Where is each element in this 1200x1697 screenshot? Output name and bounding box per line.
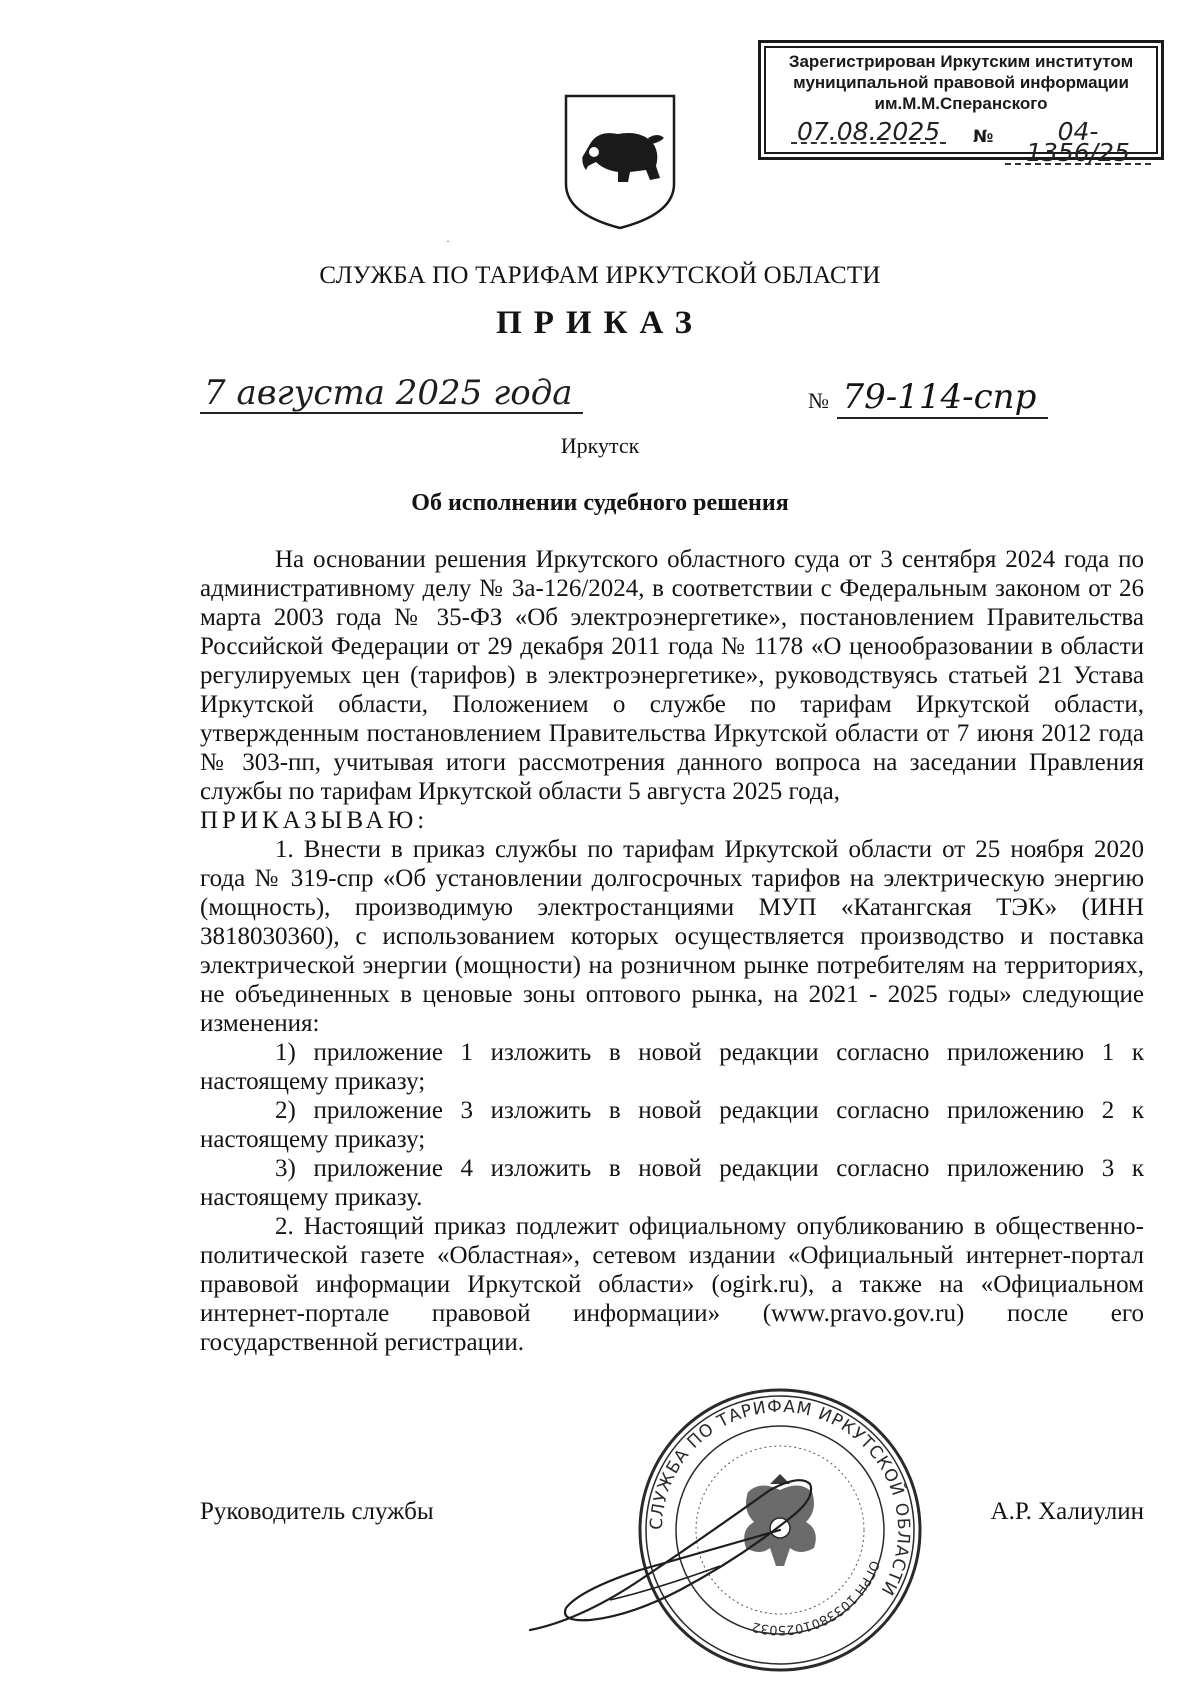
order-number-label: № (808, 388, 829, 413)
registration-stamp-line1: Зарегистрирован Иркутским институтом (788, 52, 1134, 71)
order-body (200, 545, 1144, 1357)
signer-name: А.Р. Халиулин (990, 1498, 1144, 1525)
subitem-1-paragraph: 1) приложение 1 изложить в новой редакции согласно приложению 1 к настоящему приказу; (200, 1039, 1144, 1095)
registration-number-label: № (973, 127, 994, 147)
organization-title: СЛУЖБА ПО ТАРИФАМ ИРКУТСКОЙ ОБЛАСТИ (319, 262, 881, 289)
seal-ogrn: ОГРН 1033801025032 (750, 1558, 882, 1638)
subitem-2-paragraph: 2) приложение 3 изложить в новой редакции согласно приложению 2 к настоящему приказу; (200, 1097, 1144, 1153)
order-subject: Об исполнении судебного решения (411, 490, 789, 516)
registration-stamp-fill-row (775, 117, 1151, 167)
directive: ПРИКАЗЫВАЮ: (200, 807, 429, 834)
order-number-handwritten: 79-114-спр (837, 377, 1049, 419)
registration-date-handwritten: 07.08.2025 (791, 121, 946, 144)
registration-stamp-line3: им.М.М.Сперанского (874, 94, 1048, 113)
seal-ring-text: СЛУЖБА ПО ТАРИФАМ ИРКУТСКОЙ ОБЛАСТИ (646, 1396, 914, 1600)
scan-mark: · (446, 234, 450, 248)
registration-number-handwritten: 04-1356/25 (1005, 121, 1151, 165)
item-1-paragraph: 1. Внести в приказ службы по тарифам Иркутской области от 25 ноября 2020 года № 319-спр «Об установлении долгосрочных тарифов на электрическую энергию (мощность), производимую электростанциями МУП «Катангская ТЭК» (ИНН 3818030360), с использованием которых осуществляется производство и поставка электрической энергии (мощности) на розничном рынке потребителям на территориях, не объединенных в ценовые зоны оптового рынка, на 2021 - 2025 годы» следующие изменения: (200, 836, 1144, 1037)
handwritten-signature (520, 1470, 840, 1640)
document-type: ПРИКАЗ (496, 305, 704, 341)
preamble-paragraph: На основании решения Иркутского областного суда от 3 сентября 2024 года по административному делу № 3а-126/2024, в соответствии с Федеральным законом от 26 марта 2003 года № 35-ФЗ «Об электроэнергетике», постановлением Правительства Российской Федерации от 29 декабря 2011 года № 1178 «О ценообразовании в области регулируемых цен (тарифов) в электроэнергетике», руководствуясь статьей 21 Устава Иркутской области, Положением о службе по тарифам Иркутской области, утвержденным постановлением Правительства Иркутской области от 7 июня 2012 года № 303-пп, учитывая итоги рассмотрения данного вопроса на заседании Правления службы по тарифам Иркутской области 5 августа 2025 года, (200, 546, 1144, 805)
signer-role: Руководитель службы (200, 1498, 434, 1525)
subitem-3-paragraph: 3) приложение 4 изложить в новой редакции согласно приложению 3 к настоящему приказу. (200, 1155, 1144, 1211)
order-number (808, 378, 1048, 416)
order-date-handwritten: 7 августа 2025 года (200, 374, 583, 414)
city: Иркутск (560, 433, 640, 458)
item-2-paragraph: 2. Настоящий приказ подлежит официальному опубликованию в общественно-политической газете «Областная», сетевом издании «Официальный интернет-портал правовой информации Иркутской области» (ogirk.ru), а также на «Официальном интернет-портале правовой информации» (www.pravo.gov.ru) после его государственной регистрации. (200, 1213, 1144, 1356)
irkutsk-coat-of-arms-icon (560, 92, 680, 232)
registration-stamp-line2: муниципальной правовой информации (793, 73, 1129, 92)
registration-stamp (758, 40, 1164, 167)
